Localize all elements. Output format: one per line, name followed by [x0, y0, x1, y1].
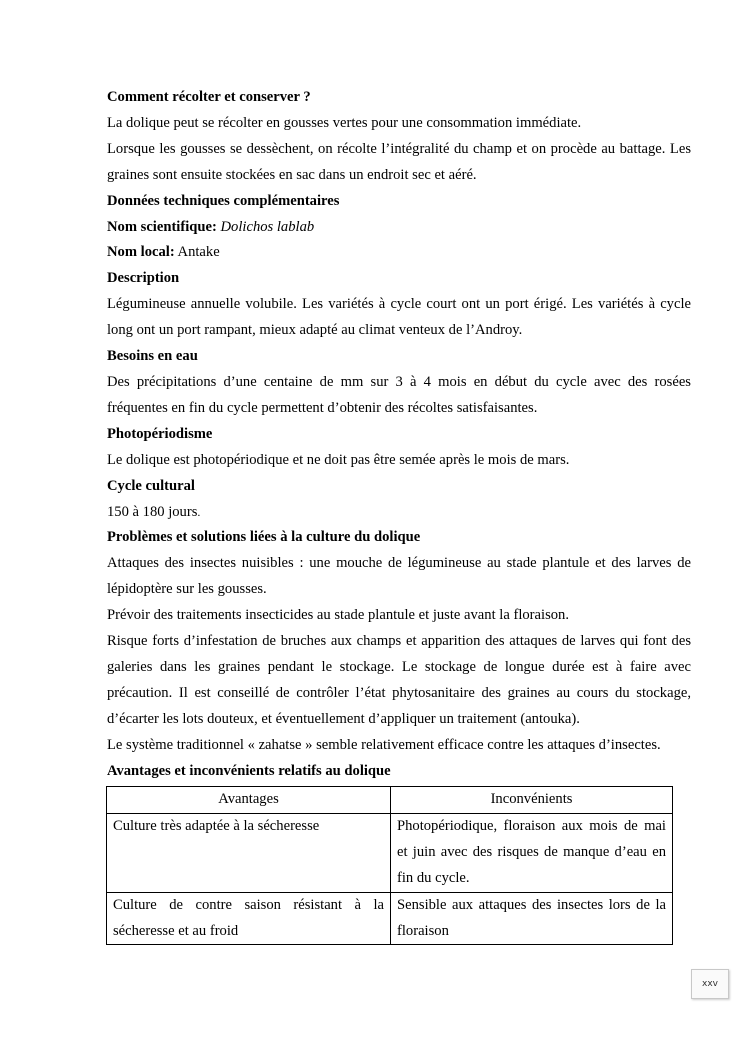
table-cell [107, 813, 391, 892]
harvest-heading: Comment récolter et conserver ? [107, 89, 311, 105]
cycle-heading: Cycle cultural [107, 477, 195, 494]
problems-p4: Le système traditionnel « zahatse » semble relativement efficace contre les attaques d’insectes. [107, 736, 661, 753]
description-line-1: Légumineuse annuelle volubile. Les variétés à cycle court ont un port érigé. Les variétés à cycle [107, 296, 691, 313]
local-name-value: Antake [177, 244, 220, 261]
table-header-row [107, 787, 673, 814]
table-cell [391, 813, 673, 892]
cycle-value: 150 à 180 jours [107, 503, 198, 520]
cycle-suffix: . [197, 504, 201, 519]
problems-p3-line-2: galeries dans les graines pendant le stockage. Le stockage de longue durée est à faire avec [107, 658, 691, 675]
harvest-paragraph-2-line-1: Lorsque les gousses se dessèchent, on récolte l’intégralité du champ et on procède au battage. Les [107, 140, 691, 157]
cell-line: Photopériodique, floraison aux mois de mai [397, 817, 666, 834]
scientific-name-value: Dolichos lablab [220, 218, 315, 235]
problems-p2: Prévoir des traitements insecticides au stade plantule et juste avant la floraison. [107, 607, 569, 624]
scientific-name-label: Nom scientifique: [107, 218, 217, 235]
table-cell [107, 892, 391, 945]
problems-p1-line-1: Attaques des insectes nuisibles : une mouche de légumineuse au stade plantule et des larves de [107, 555, 691, 572]
document-body [107, 85, 691, 784]
table-row [107, 813, 673, 892]
page-number: xxv [691, 969, 729, 999]
cycle-row [107, 500, 691, 526]
cell-line: et juin avec des risques de manque d’eau en [397, 843, 666, 860]
advantages-table [106, 786, 673, 945]
table-header-advantages: Avantages [107, 787, 391, 814]
tech-heading: Données techniques complémentaires [107, 192, 340, 209]
scientific-name-row [107, 215, 691, 241]
harvest-paragraph-1: La dolique peut se récolter en gousses vertes pour une consommation immédiate. [107, 114, 582, 131]
table-cell [391, 892, 673, 945]
cell-line: fin du cycle. [397, 869, 470, 886]
problems-p3-line-1: Risque forts d’infestation de bruches aux champs et apparition des attaques de larves qui font des [107, 633, 691, 650]
harvest-paragraph-2-line-2: graines sont ensuite stockées en sac dans un endroit sec et aéré. [107, 166, 477, 183]
description-line-2: long ont un port rampant, mieux adapté au climat venteux de l’Androy. [107, 322, 523, 339]
advantages-heading: Avantages et inconvénients relatifs au dolique [107, 762, 391, 779]
problems-heading: Problèmes et solutions liées à la culture du dolique [107, 529, 421, 546]
cell-line: Sensible aux attaques des insectes lors de la [397, 896, 666, 913]
cell-line: Culture de contre saison résistant à la [113, 896, 384, 913]
description-heading: Description [107, 270, 180, 287]
water-heading: Besoins en eau [107, 348, 198, 365]
problems-p3-line-3: précaution. Il est conseillé de contrôler l’état phytosanitaire des graines au cours du stockage, [107, 684, 691, 701]
cell-line: floraison [397, 922, 449, 939]
water-line-1: Des précipitations d’une centaine de mm sur 3 à 4 mois en début du cycle avec des rosées [107, 373, 691, 390]
water-line-2: fréquentes en fin du cycle permettent d’obtenir des récoltes satisfaisantes. [107, 399, 538, 416]
cell-line: sécheresse et au froid [113, 922, 239, 939]
table-row [107, 892, 673, 945]
problems-p1-line-2: lépidoptère sur les gousses. [107, 581, 267, 598]
local-name-label: Nom local: [107, 244, 175, 261]
photoperiod-line-1: Le dolique est photopériodique et ne doit pas être semée après le mois de mars. [107, 451, 570, 468]
table-header-disadvantages: Inconvénients [391, 787, 673, 814]
problems-p3-line-4: d’écarter les lots douteux, et éventuellement d’appliquer un traitement (antouka). [107, 710, 580, 727]
local-name-row [107, 240, 691, 266]
photoperiod-heading: Photopériodisme [107, 425, 213, 442]
cell-text: Culture très adaptée à la sécheresse [113, 817, 320, 834]
